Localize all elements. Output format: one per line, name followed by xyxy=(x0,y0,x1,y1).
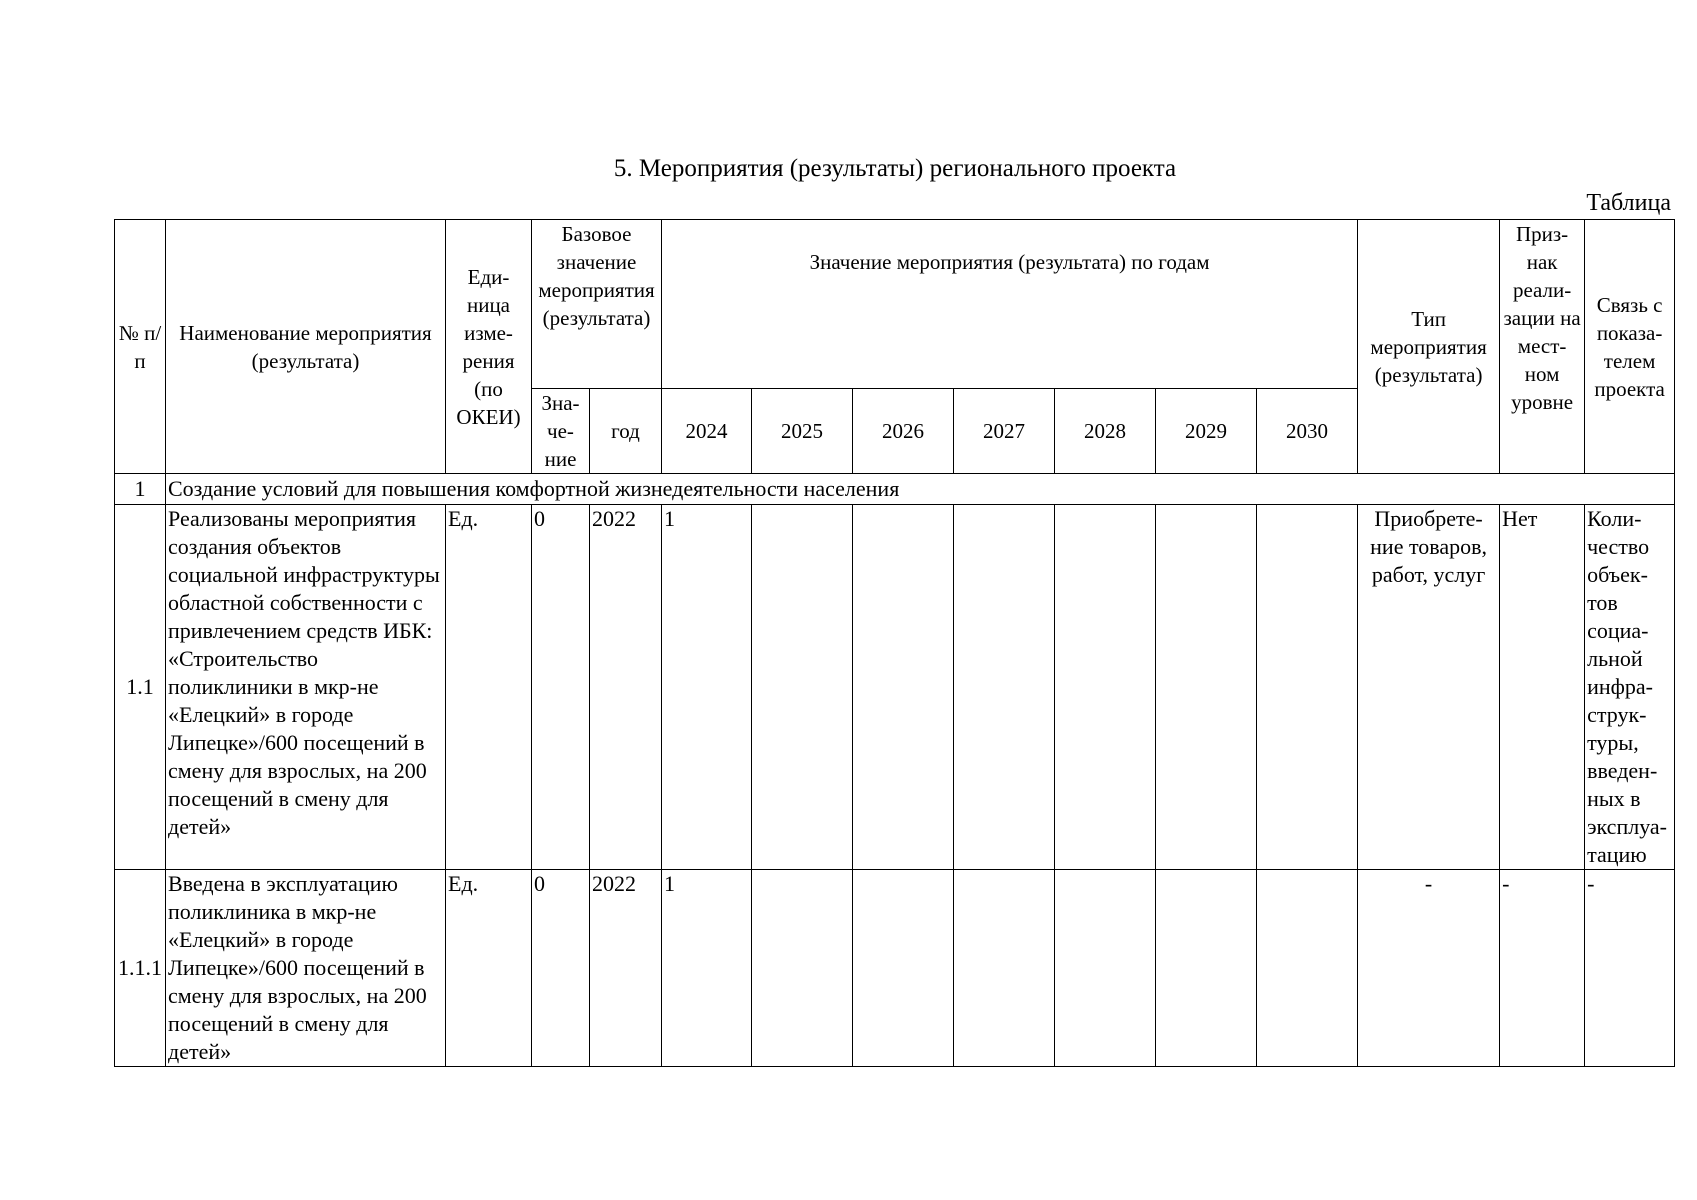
header-type: Тип мероприятия (результата) xyxy=(1358,220,1500,474)
row-year-2029 xyxy=(1156,505,1257,870)
header-unit: Еди-ница изме-рения (по ОКЕИ) xyxy=(446,220,532,474)
row-local: - xyxy=(1500,870,1585,1067)
row-base-year: 2022 xyxy=(590,505,662,870)
row-base-value: 0 xyxy=(532,870,590,1067)
row-base-value: 0 xyxy=(532,505,590,870)
header-year: 2030 xyxy=(1257,389,1358,474)
header-year: 2024 xyxy=(662,389,752,474)
row-name: Реализованы мероприятия создания объектов социальной инфраструктуры областной собственности с привлечением средств ИБК: «Строительство поликлиники в мкр-не «Елецкий» в городе Липецке»/600 посещений в смену для взрослых, на 200 посещений в смену для детей» xyxy=(166,505,446,870)
table-label: Таблица xyxy=(1586,190,1671,216)
row-name: Введена в эксплуатацию поликлиника в мкр-не «Елецкий» в городе Липецке»/600 посещений в смену для взрослых, на 200 посещений в смену для детей» xyxy=(166,870,446,1067)
header-years-group: Значение мероприятия (результата) по годам xyxy=(662,220,1358,389)
row-unit: Ед. xyxy=(446,505,532,870)
row-year-2030 xyxy=(1257,505,1358,870)
header-year: 2025 xyxy=(752,389,853,474)
row-link: - xyxy=(1585,870,1675,1067)
section-num: 1 xyxy=(115,474,166,505)
row-num: 1.1.1 xyxy=(115,870,166,1067)
table-row xyxy=(115,870,1675,1067)
row-year-2027 xyxy=(954,870,1055,1067)
row-year-2025 xyxy=(752,870,853,1067)
header-base-value: Зна-че-ние xyxy=(532,389,590,474)
table-row xyxy=(115,505,1675,870)
row-year-2029 xyxy=(1156,870,1257,1067)
row-type: Приобрете-ние товаров, работ, услуг xyxy=(1358,505,1500,870)
header-base: Базовое значение мероприятия (результата) xyxy=(532,220,662,389)
row-year-2028 xyxy=(1055,505,1156,870)
row-type: - xyxy=(1358,870,1500,1067)
header-local: Приз-нак реали-зации на мест-ном уровне xyxy=(1500,220,1585,474)
row-year-2024: 1 xyxy=(662,870,752,1067)
row-num: 1.1 xyxy=(115,505,166,870)
row-year-2026 xyxy=(853,505,954,870)
header-link: Связь с показа-телем проекта xyxy=(1585,220,1675,474)
section-title: Создание условий для повышения комфортной жизнедеятельности населения xyxy=(166,474,1675,505)
results-table xyxy=(114,219,1675,1067)
page-title: 5. Мероприятия (результаты) регионального проекта xyxy=(613,155,1177,182)
row-base-year: 2022 xyxy=(590,870,662,1067)
row-year-2024: 1 xyxy=(662,505,752,870)
header-year: 2026 xyxy=(853,389,954,474)
section-row xyxy=(115,474,1675,505)
row-year-2026 xyxy=(853,870,954,1067)
header-name: Наименование мероприятия (результата) xyxy=(166,220,446,474)
header-year: 2029 xyxy=(1156,389,1257,474)
row-year-2025 xyxy=(752,505,853,870)
header-year: 2027 xyxy=(954,389,1055,474)
row-local: Нет xyxy=(1500,505,1585,870)
header-base-year: год xyxy=(590,389,662,474)
header-year: 2028 xyxy=(1055,389,1156,474)
header-num: № п/п xyxy=(115,220,166,474)
row-unit: Ед. xyxy=(446,870,532,1067)
row-year-2030 xyxy=(1257,870,1358,1067)
row-year-2027 xyxy=(954,505,1055,870)
row-year-2028 xyxy=(1055,870,1156,1067)
row-link: Коли-чество объек-тов социа-льной инфра-струк-туры, введен-ных в эксплуа-тацию xyxy=(1585,505,1675,870)
